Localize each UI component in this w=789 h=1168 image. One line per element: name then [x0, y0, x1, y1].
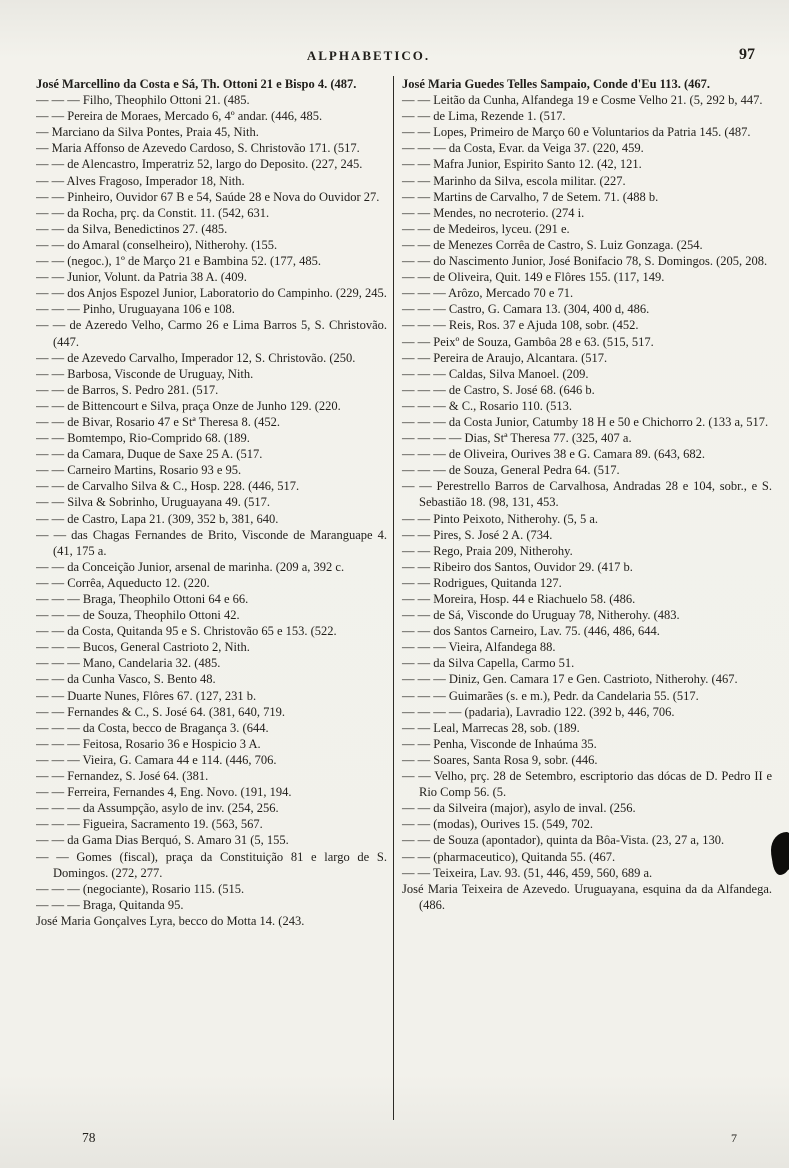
- directory-entry: — Marciano da Silva Pontes, Praia 45, Nith.: [36, 125, 259, 140]
- directory-entry: — — Pereira de Araujo, Alcantara. (517.: [402, 350, 608, 365]
- directory-entry: — — da Silveira (major), asylo de inval. (256.: [402, 801, 636, 816]
- directory-entry: — — Silva & Sobrinho, Uruguayana 49. (517.: [36, 495, 271, 510]
- directory-entry: — — Pinto Peixoto, Nitherohy. (5, 5 a.: [402, 511, 599, 526]
- directory-entry: — — Leitão da Cunha, Alfandega 19 e Cosme Velho 21. (5, 292 b, 447.: [402, 93, 763, 108]
- directory-entry: — — — Mano, Candelaria 32. (485.: [36, 656, 221, 671]
- directory-entry: — — Pinheiro, Ouvidor 67 B e 54, Saúde 28 e Nova do Ouvidor 27.: [36, 189, 380, 204]
- directory-entry: — — Marinho da Silva, escola militar. (227.: [402, 173, 626, 188]
- directory-entry: — Maria Affonso de Azevedo Cardoso, S. Christovão 171. (517.: [36, 141, 360, 156]
- directory-entry: — — — Diniz, Gen. Camara 17 e Gen. Castrioto, Nitherohy. (467.: [402, 672, 738, 687]
- directory-entry: — — — Reis, Ros. 37 e Ajuda 108, sobr. (452.: [402, 318, 639, 333]
- directory-entry: — — Carneiro Martins, Rosario 93 e 95.: [36, 463, 242, 478]
- directory-entry: — — — — Dias, Stª Theresa 77. (325, 407 a.: [402, 431, 632, 446]
- directory-entry: — — da Rocha, prç. da Constit. 11. (542, 631.: [36, 205, 270, 220]
- directory-entry: — — — Bucos, General Castrioto 2, Nith.: [36, 640, 250, 655]
- directory-entry: — — de Oliveira, Quit. 149 e Flôres 155. (117, 149.: [402, 270, 665, 285]
- directory-entry: — — — de Oliveira, Ourives 38 e G. Camara 89. (643, 682.: [402, 447, 706, 462]
- directory-entry: — — Velho, prç. 28 de Setembro, escriptorio das dócas de D. Pedro II e Rio Comp 56. (5.: [402, 769, 772, 800]
- ink-stain: [771, 832, 789, 872]
- directory-entry: — — — Caldas, Silva Manoel. (209.: [402, 366, 589, 381]
- directory-entry: — — Penha, Visconde de Inhaúma 35.: [402, 736, 597, 751]
- directory-entry: — — (pharmaceutico), Quitanda 55. (467.: [402, 849, 616, 864]
- directory-entry: — — de Barros, S. Pedro 281. (517.: [36, 382, 219, 397]
- directory-entry: — — — de Souza, General Pedra 64. (517.: [402, 463, 620, 478]
- directory-entry: — — — Braga, Theophilo Ottoni 64 e 66.: [36, 592, 249, 606]
- directory-entry: — — — de Souza, Theophilo Ottoni 42.: [36, 608, 240, 623]
- directory-entry: — — Pereira de Moraes, Mercado 6, 4º andar. (446, 485.: [36, 109, 323, 124]
- directory-entry: — — de Castro, Lapa 21. (309, 352 b, 381, 640.: [36, 511, 279, 526]
- directory-entry: — — de Azeredo Velho, Carmo 26 e Lima Barros 5, S. Christovão. (447.: [36, 318, 387, 349]
- directory-entry: — — de Medeiros, lyceu. (291 e.: [402, 221, 570, 236]
- directory-entry: — — Soares, Santa Rosa 9, sobr. (446.: [402, 752, 598, 767]
- directory-entry: — — Fernandes & C., S. José 64. (381, 640, 719.: [36, 704, 285, 719]
- directory-entry: — — Mafra Junior, Espirito Santo 12. (42, 121.: [402, 157, 642, 172]
- directory-entry: José Maria Teixeira de Azevedo. Uruguayana, esquina da da Alfandega. (486.: [402, 881, 772, 912]
- directory-entry: — — de Lima, Rezende 1. (517.: [402, 109, 566, 124]
- directory-entry: — — da Silva Capella, Carmo 51.: [402, 656, 575, 671]
- directory-entry: — — Leal, Marrecas 28, sob. (189.: [402, 720, 580, 735]
- directory-entry: — — da Costa, Quitanda 95 e S. Christovão 65 e 153. (522.: [36, 624, 337, 639]
- directory-entry: — — das Chagas Fernandes de Brito, Visconde de Maranguape 4. (41, 175 a.: [36, 527, 387, 558]
- directory-entry: — — de Alencastro, Imperatriz 52, largo do Deposito. (227, 245.: [36, 157, 363, 172]
- directory-entry: — — — Guimarães (s. e m.), Pedr. da Candelaria 55. (517.: [402, 688, 699, 703]
- directory-entry: — — Barbosa, Visconde de Uruguay, Nith.: [36, 366, 254, 381]
- directory-entry: — — — Figueira, Sacramento 19. (563, 567.: [36, 817, 263, 832]
- directory-entry: — — Lopes, Primeiro de Março 60 e Voluntarios da Patria 145. (487.: [402, 125, 751, 140]
- directory-entry: — — Duarte Nunes, Flôres 67. (127, 231 b.: [36, 688, 257, 703]
- running-title: ALPHABETICO.: [306, 48, 431, 63]
- directory-entry: — — — da Costa, becco de Bragança 3. (644.: [36, 720, 269, 735]
- left-column: [36, 76, 393, 1120]
- directory-entry: — — Teixeira, Lav. 93. (51, 446, 459, 560, 689 a.: [402, 865, 653, 880]
- directory-entry: — — — Feitosa, Rosario 36 e Hospicio 3 A.: [36, 736, 261, 751]
- directory-entry: — — Pires, S. José 2 A. (734.: [402, 527, 553, 542]
- directory-entry: — — Rego, Praia 209, Nitherohy.: [402, 543, 573, 558]
- directory-entry: — — — Filho, Theophilo Ottoni 21. (485.: [36, 93, 250, 108]
- directory-entry: — — — Vieira, Alfandega 88.: [402, 640, 556, 655]
- directory-entry: — — — Braga, Quitanda 95.: [36, 897, 184, 912]
- text-columns: [36, 76, 772, 1120]
- directory-entry: — — de Bivar, Rosario 47 e Stª Theresa 8. (452.: [36, 414, 280, 429]
- directory-entry: — — — Castro, G. Camara 13. (304, 400 d, 486.: [402, 302, 650, 317]
- directory-entry: — — Moreira, Hosp. 44 e Riachuelo 58. (486.: [402, 592, 636, 606]
- directory-entry: — — Perestrello Barros de Carvalhosa, Andradas 28 e 104, sobr., e S. Sebastião 18. (98, 131, 453.: [402, 479, 772, 510]
- directory-entry: — — de Souza (apontador), quinta da Bôa-Vista. (23, 27 a, 130.: [402, 833, 725, 848]
- directory-entry: — — — da Costa Junior, Catumby 18 H e 50 e Chichorro 2. (133 a, 517.: [402, 414, 769, 429]
- directory-entry: — — Junior, Volunt. da Patria 38 A. (409.: [36, 270, 247, 285]
- directory-entry: José Marcellino da Costa e Sá, Th. Ottoni 21 e Bispo 4. (487.: [36, 77, 357, 91]
- directory-entry: — — da Cunha Vasco, S. Bento 48.: [36, 672, 216, 687]
- directory-entry: — — — da Costa, Evar. da Veiga 37. (220, 459.: [402, 141, 644, 156]
- directory-entry: — — — de Castro, S. José 68. (646 b.: [402, 382, 595, 397]
- directory-entry: José Maria Guedes Telles Sampaio, Conde d'Eu 113. (467.: [402, 77, 711, 91]
- directory-entry: — — — Vieira, G. Camara 44 e 114. (446, 706.: [36, 752, 277, 767]
- directory-entry: — — Martins de Carvalho, 7 de Setem. 71. (488 b.: [402, 189, 659, 204]
- directory-entry: — — Bomtempo, Rio-Comprido 68. (189.: [36, 431, 250, 446]
- directory-entry: José Maria Gonçalves Lyra, becco do Motta 14. (243.: [36, 913, 305, 928]
- directory-entry: — — do Amaral (conselheiro), Nitherohy. (155.: [36, 237, 278, 252]
- directory-entry: — — de Azevedo Carvalho, Imperador 12, S. Christovão. (250.: [36, 350, 356, 365]
- directory-entry: — — Rodrigues, Quitanda 127.: [402, 575, 562, 590]
- directory-entry: — — de Carvalho Silva & C., Hosp. 228. (446, 517.: [36, 479, 300, 494]
- directory-entry: — — da Silva, Benedictinos 27. (485.: [36, 221, 228, 236]
- directory-entry: — — — — (padaria), Lavradio 122. (392 b, 446, 706.: [402, 704, 675, 719]
- signature-mark-left: 78: [82, 1130, 96, 1145]
- page-number: 97: [739, 46, 755, 63]
- directory-entry: — — da Conceição Junior, arsenal de marinha. (209 a, 392 c.: [36, 559, 345, 574]
- directory-entry: — — dos Anjos Espozel Junior, Laboratorio do Campinho. (229, 245.: [36, 286, 387, 301]
- directory-entry: — — Fernandez, S. José 64. (381.: [36, 769, 209, 784]
- directory-entry: — — — (negociante), Rosario 115. (515.: [36, 881, 245, 896]
- directory-entry: — — Mendes, no necroterio. (274 i.: [402, 205, 585, 220]
- directory-entry: — — — & C., Rosario 110. (513.: [402, 398, 573, 413]
- directory-entry: — — de Menezes Corrêa de Castro, S. Luiz Gonzaga. (254.: [402, 237, 703, 252]
- directory-entry: — — Gomes (fiscal), praça da Constituição 81 e largo de S. Domingos. (272, 277.: [36, 849, 387, 880]
- directory-entry: — — da Gama Dias Berquó, S. Amaro 31 (5, 155.: [36, 833, 289, 848]
- directory-entry: — — de Bittencourt e Silva, praça Onze de Junho 129. (220.: [36, 398, 341, 413]
- directory-entry: — — — da Assumpção, asylo de inv. (254, 256.: [36, 801, 279, 816]
- directory-entry: — — Peixº de Souza, Gambôa 28 e 63. (515, 517.: [402, 334, 654, 349]
- directory-entry: — — — Arôzo, Mercado 70 e 71.: [402, 286, 574, 301]
- signature-mark-right: 7: [731, 1131, 737, 1145]
- right-column: [394, 76, 772, 1120]
- directory-entry: — — do Nascimento Junior, José Bonifacio 78, S. Domingos. (205, 208.: [402, 254, 768, 269]
- directory-entry: — — (negoc.), 1º de Março 21 e Bambina 52. (177, 485.: [36, 254, 322, 269]
- directory-entry: — — da Camara, Duque de Saxe 25 A. (517.: [36, 447, 263, 462]
- directory-entry: — — Ribeiro dos Santos, Ouvidor 29. (417 b.: [402, 559, 633, 574]
- directory-entry: — — Corrêa, Aqueducto 12. (220.: [36, 575, 210, 590]
- directory-entry: — — de Sá, Visconde do Uruguay 78, Nitherohy. (483.: [402, 608, 680, 623]
- directory-entry: — — — Pinho, Uruguayana 106 e 108.: [36, 302, 235, 317]
- directory-entry: — — Alves Fragoso, Imperador 18, Nith.: [36, 173, 245, 188]
- directory-entry: — — dos Santos Carneiro, Lav. 75. (446, 486, 644.: [402, 624, 660, 639]
- page-header: [38, 48, 769, 68]
- directory-entry: — — Ferreira, Fernandes 4, Eng. Novo. (191, 194.: [36, 785, 292, 800]
- directory-entry: — — (modas), Ourives 15. (549, 702.: [402, 817, 593, 832]
